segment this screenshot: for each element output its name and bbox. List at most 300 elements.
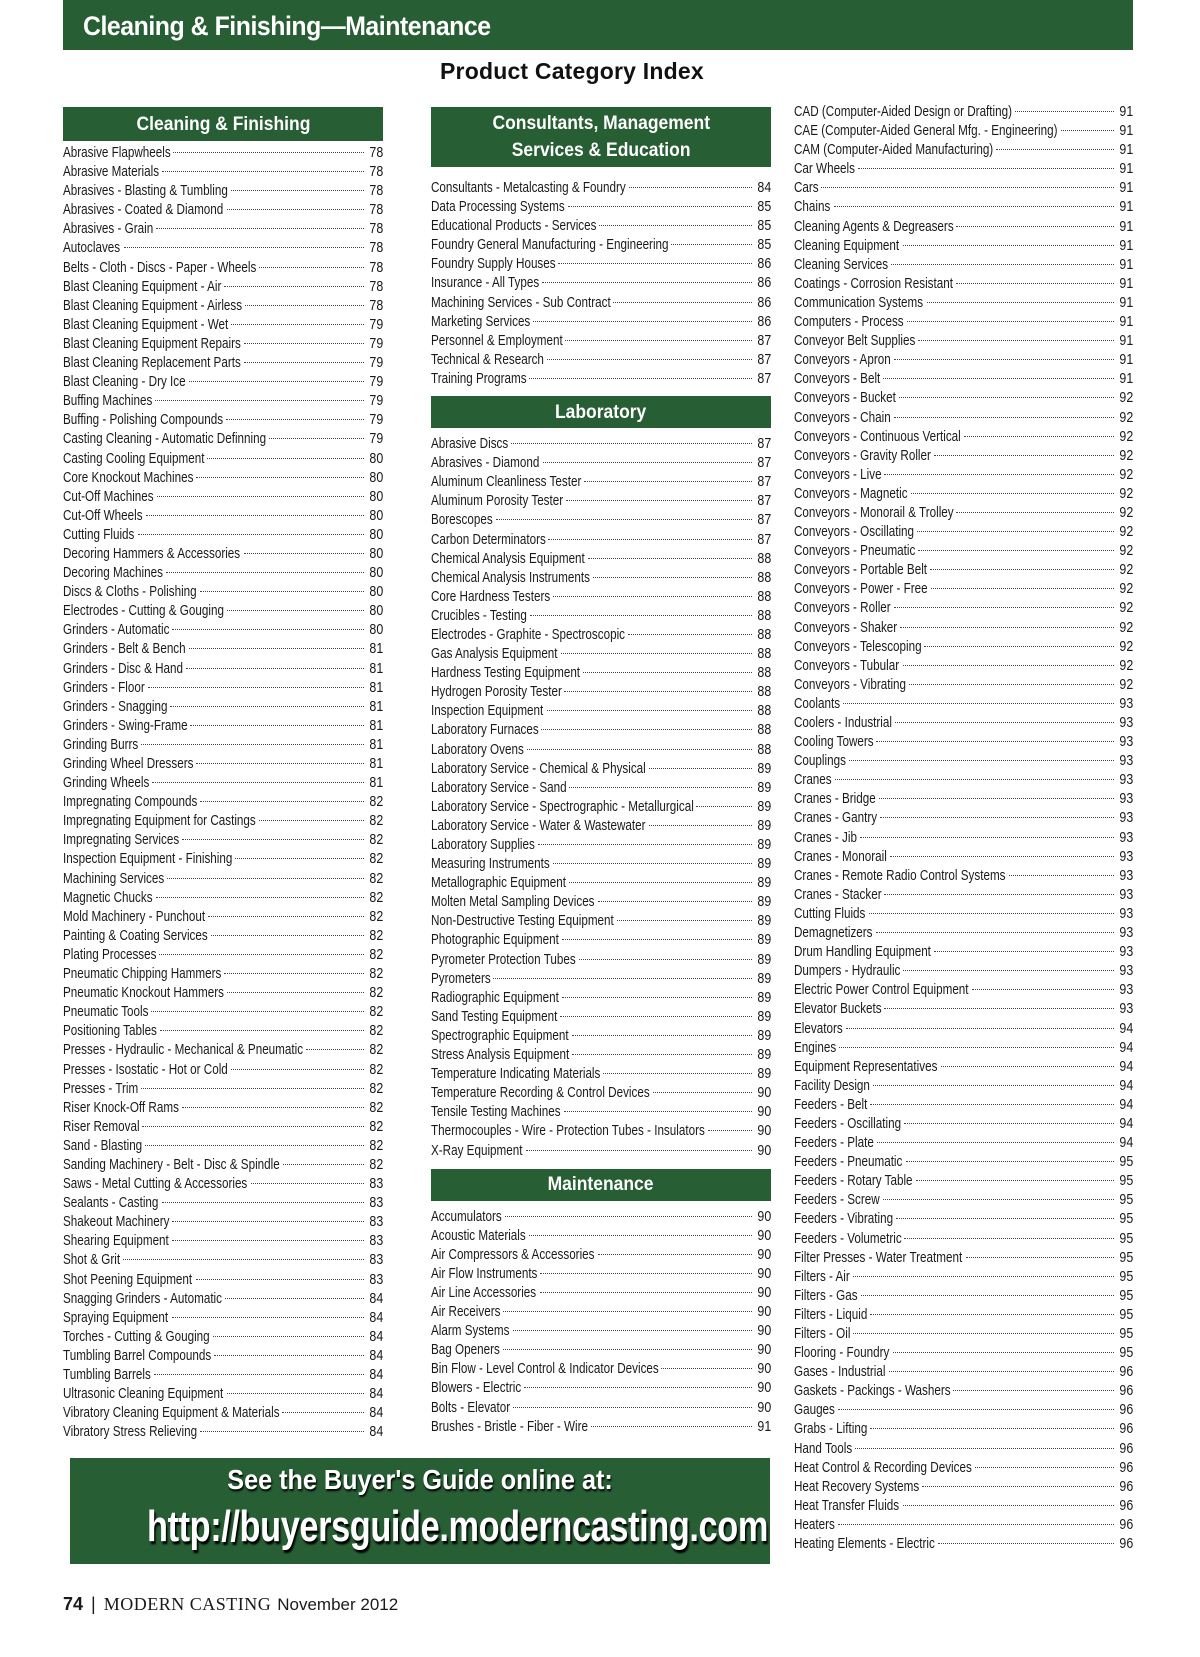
category-name: Heating Elements - Electric: [794, 1536, 935, 1553]
page-ref: 85: [757, 237, 771, 254]
dot-leader: [861, 1295, 1114, 1296]
dot-leader: [941, 1066, 1114, 1067]
dot-leader: [170, 706, 364, 707]
category-name: Filters - Oil: [794, 1326, 851, 1342]
page-ref: 78: [369, 145, 383, 161]
category-name: Stress Analysis Equipment: [431, 1047, 570, 1064]
dot-leader: [547, 359, 752, 360]
dot-leader: [513, 1330, 752, 1331]
dot-leader: [282, 1412, 364, 1413]
category-name: Pyrometer Protection Tubes: [431, 951, 576, 968]
page-ref: 78: [369, 259, 383, 276]
dot-leader: [533, 321, 751, 322]
dot-leader: [649, 825, 752, 826]
index-entry: [431, 1104, 771, 1123]
index-entry: [431, 780, 771, 799]
dot-leader: [148, 687, 364, 688]
dot-leader: [572, 1054, 752, 1055]
category-name: Heaters: [794, 1516, 835, 1533]
page-ref: 84: [369, 1405, 383, 1422]
dot-leader: [540, 1292, 752, 1293]
index-entry: [794, 963, 1133, 982]
page-ref: 94: [1119, 1020, 1133, 1037]
page-ref: 89: [757, 913, 771, 930]
category-name: Decoring Hammers & Accessories: [63, 545, 241, 562]
column-middle: [431, 107, 771, 1438]
index-entry: [431, 371, 771, 390]
category-name: Core Knockout Machines: [63, 469, 194, 486]
category-name: Abrasive Flapwheels: [63, 145, 171, 161]
index-entry: [63, 317, 383, 336]
buyers-guide-link[interactable]: http://buyersguide.moderncasting.com: [147, 1502, 768, 1551]
category-name: Inspection Equipment - Finishing: [63, 851, 233, 868]
category-name: Abrasives - Grain: [63, 221, 154, 238]
magazine-name: MODERN CASTING: [103, 1594, 272, 1614]
dot-leader: [568, 206, 752, 207]
dot-leader: [162, 1202, 364, 1203]
index-entry: [63, 374, 383, 393]
page-ref: 92: [1119, 428, 1133, 445]
category-name: Blast Cleaning Equipment - Air: [63, 278, 222, 295]
category-name: Conveyors - Apron: [794, 352, 891, 369]
index-entry: [63, 794, 383, 813]
category-name: Sand Testing Equipment: [431, 1008, 558, 1025]
index-entry: [794, 620, 1133, 639]
category-name: Feeders - Oscillating: [794, 1115, 902, 1132]
dot-leader: [890, 856, 1114, 857]
dot-leader: [560, 1016, 751, 1017]
page-ref: 80: [369, 565, 383, 582]
page-ref: 91: [1119, 123, 1133, 140]
dot-leader: [529, 378, 752, 379]
dot-leader: [145, 1145, 364, 1146]
index-entry: [431, 455, 771, 474]
page-ref: 89: [757, 1047, 771, 1064]
index-entry: [63, 1424, 383, 1443]
index-entry: [431, 256, 771, 275]
dot-leader: [593, 577, 752, 578]
category-name: Conveyors - Chain: [794, 409, 891, 426]
page-ref: 88: [757, 665, 771, 682]
index-entry: [794, 104, 1133, 123]
dot-leader: [843, 703, 1114, 704]
page-ref: 90: [757, 1208, 771, 1225]
category-name: Abrasives - Blasting & Tumbling: [63, 183, 228, 200]
page-ref: 89: [757, 989, 771, 1006]
dot-leader: [972, 989, 1114, 990]
index-entry: [794, 257, 1133, 276]
page-ref: 85: [757, 218, 771, 235]
page-ref: 91: [1119, 352, 1133, 369]
index-entry: [794, 1536, 1133, 1555]
category-name: Hydrogen Porosity Tester: [431, 684, 562, 701]
page-ref: 89: [757, 951, 771, 968]
page-ref: 92: [1119, 619, 1133, 636]
dot-leader: [530, 615, 752, 616]
index-entry: [794, 772, 1133, 791]
dot-leader: [671, 244, 751, 245]
category-name: Cranes - Bridge: [794, 791, 876, 808]
dot-leader: [884, 1008, 1114, 1009]
index-entry: [794, 448, 1133, 467]
category-name: Car Wheels: [794, 161, 855, 178]
dot-leader: [156, 897, 364, 898]
dot-leader: [172, 1221, 363, 1222]
page-ref: 84: [369, 1309, 383, 1326]
category-name: Blast Cleaning - Dry Ice: [63, 374, 186, 391]
index-entry: [63, 985, 383, 1004]
index-entry: [63, 699, 383, 718]
category-name: X-Ray Equipment: [431, 1142, 523, 1159]
category-name: Cutting Fluids: [794, 905, 866, 922]
dot-leader: [186, 668, 364, 669]
page-ref: 87: [757, 332, 771, 349]
dot-leader: [166, 572, 364, 573]
index-entry: [63, 1062, 383, 1081]
page-ref: 96: [1119, 1516, 1133, 1533]
page-ref: 93: [1119, 695, 1133, 712]
page-ref: 81: [369, 660, 383, 677]
category-name: Core Hardness Testers: [431, 588, 551, 605]
index-entry: [794, 982, 1133, 1001]
page-ref: 96: [1119, 1440, 1133, 1457]
index-entry: [63, 832, 383, 851]
category-name: Plating Processes: [63, 946, 157, 963]
dot-leader: [891, 264, 1114, 265]
category-name: Shot & Grit: [63, 1252, 121, 1269]
category-name: Blast Cleaning Replacement Parts: [63, 355, 241, 372]
page-ref: 91: [1119, 180, 1133, 197]
category-name: Brushes - Bristle - Fiber - Wire: [431, 1418, 588, 1435]
category-name: Grinding Burrs: [63, 736, 139, 753]
category-name: Vibratory Cleaning Equipment & Materials: [63, 1405, 280, 1422]
dot-leader: [138, 534, 364, 535]
category-name: Conveyors - Tubular: [794, 657, 900, 674]
category-name: Riser Removal: [63, 1118, 140, 1135]
dot-leader: [849, 760, 1114, 761]
section-header-laboratory: [431, 396, 771, 428]
dot-leader: [617, 920, 751, 921]
dot-leader: [142, 1126, 364, 1127]
dot-leader: [231, 1069, 364, 1070]
category-name: Shearing Equipment: [63, 1233, 169, 1250]
dot-leader: [167, 878, 364, 879]
column-right: [794, 104, 1133, 1555]
category-name: Sealants - Casting: [63, 1195, 159, 1212]
index-entry: [431, 1266, 771, 1285]
category-name: Grinding Wheel Dressers: [63, 756, 194, 772]
category-name: Laboratory Supplies: [431, 837, 535, 853]
index-entry: [794, 562, 1133, 581]
category-name: Cleaning Agents & Degreasers: [794, 218, 954, 235]
index-entry: [794, 505, 1133, 524]
category-name: Couplings: [794, 753, 846, 770]
category-name: Radiographic Equipment: [431, 989, 559, 1006]
page-ref: 90: [757, 1085, 771, 1102]
page-ref: 79: [369, 412, 383, 429]
index-entry: [794, 906, 1133, 925]
index-entry: [794, 1269, 1133, 1288]
dot-leader: [870, 1104, 1114, 1105]
category-name: Educational Products - Services: [431, 218, 597, 235]
dot-leader: [903, 245, 1114, 246]
page-ref: 78: [369, 297, 383, 314]
category-name: Blowers - Electric: [431, 1380, 522, 1397]
dot-leader: [162, 171, 364, 172]
page-ref: 93: [1119, 715, 1133, 731]
category-name: Laboratory Furnaces: [431, 722, 539, 739]
page-ref: 93: [1119, 810, 1133, 827]
index-entry: [794, 1135, 1133, 1154]
dot-leader: [225, 1298, 364, 1299]
dot-leader: [538, 844, 752, 845]
category-name: Cranes - Stacker: [794, 886, 882, 903]
page-ref: 93: [1119, 791, 1133, 808]
category-name: Impregnating Compounds: [63, 794, 198, 811]
category-name: Saws - Metal Cutting & Accessories: [63, 1176, 248, 1193]
category-name: Positioning Tables: [63, 1023, 157, 1040]
index-entry: [63, 164, 383, 183]
dot-leader: [579, 959, 752, 960]
category-name: Borescopes: [431, 512, 493, 529]
category-name: Coolants: [794, 695, 841, 712]
index-entry: [431, 512, 771, 531]
page-ref: 96: [1119, 1421, 1133, 1438]
dot-leader: [934, 455, 1114, 456]
index-entry: [794, 868, 1133, 887]
category-name: Abrasive Discs: [431, 436, 509, 453]
dot-leader: [924, 646, 1114, 647]
index-entry: [431, 952, 771, 971]
dot-leader: [527, 749, 752, 750]
category-name: Decoring Machines: [63, 565, 163, 582]
category-name: Discs & Cloths - Polishing: [63, 584, 197, 601]
category-name: Conveyors - Gravity Roller: [794, 447, 931, 464]
page-ref: 95: [1119, 1306, 1133, 1323]
page-ref: 93: [1119, 944, 1133, 961]
buyers-guide-banner[interactable]: [70, 1458, 770, 1564]
index-entry: [63, 1367, 383, 1386]
index-entry: [794, 1097, 1133, 1116]
category-name: Metallographic Equipment: [431, 875, 566, 892]
category-name: CAD (Computer-Aided Design or Drafting): [794, 104, 1013, 120]
dot-leader: [880, 817, 1114, 818]
category-name: Cut-Off Machines: [63, 488, 154, 505]
page-ref: 88: [757, 550, 771, 567]
index-entry: [794, 180, 1133, 199]
index-entry: [794, 830, 1133, 849]
category-name: Grabs - Lifting: [794, 1421, 868, 1438]
category-name: Pyrometers: [431, 970, 491, 987]
page-ref: 92: [1119, 543, 1133, 560]
page-ref: 92: [1119, 524, 1133, 541]
category-name: Conveyor Belt Supplies: [794, 333, 916, 350]
category-name: Presses - Isostatic - Hot or Cold: [63, 1061, 228, 1078]
dot-leader: [503, 1349, 752, 1350]
page-ref: 87: [757, 436, 771, 453]
page-title: Cleaning & Finishing—Maintenance: [83, 11, 491, 41]
header-bar: [63, 0, 1133, 50]
category-name: Cranes: [794, 772, 832, 789]
dot-leader: [269, 438, 364, 439]
page-ref: 91: [1119, 161, 1133, 178]
index-entry: [794, 1383, 1133, 1402]
index-entry: [63, 1214, 383, 1233]
page-ref: 95: [1119, 1211, 1133, 1228]
dot-leader: [235, 858, 364, 859]
index-entry: [794, 1307, 1133, 1326]
index-entry: [431, 856, 771, 875]
category-name: Riser Knock-Off Rams: [63, 1099, 179, 1116]
category-name: Gas Analysis Equipment: [431, 646, 558, 663]
category-name: Accumulators: [431, 1208, 502, 1225]
dot-leader: [561, 653, 752, 654]
dot-leader: [598, 901, 752, 902]
dot-leader: [172, 1317, 364, 1318]
category-name: Grinders - Belt & Bench: [63, 641, 186, 658]
dot-leader: [562, 939, 752, 940]
dot-leader: [588, 558, 752, 559]
category-name: Conveyors - Belt: [794, 371, 881, 388]
index-entry: [431, 436, 771, 455]
page-ref: 93: [1119, 1001, 1133, 1018]
index-entry: [794, 1154, 1133, 1173]
issue-date: November 2012: [277, 1595, 399, 1614]
dot-leader: [591, 1426, 752, 1427]
dot-leader: [562, 997, 752, 998]
index-entry: [431, 971, 771, 990]
index-entry: [794, 429, 1133, 448]
page-ref: 96: [1119, 1536, 1133, 1553]
dot-leader: [708, 1130, 752, 1131]
category-name: Gases - Industrial: [794, 1364, 886, 1381]
page-ref: 80: [369, 603, 383, 620]
dot-leader: [903, 970, 1113, 971]
index-entry: [794, 390, 1133, 409]
dot-leader: [503, 1311, 752, 1312]
dot-leader: [547, 710, 752, 711]
dot-leader: [542, 282, 751, 283]
category-name: Crucibles - Testing: [431, 607, 527, 624]
category-name: Electric Power Control Equipment: [794, 982, 969, 999]
page-ref: 95: [1119, 1173, 1133, 1190]
index-entry: [794, 658, 1133, 677]
dot-leader: [231, 324, 364, 325]
page-ref: 90: [757, 1246, 771, 1263]
dot-leader: [894, 359, 1114, 360]
index-entry: [63, 260, 383, 279]
index-entry: [431, 837, 771, 856]
dot-leader: [996, 149, 1114, 150]
section-title-line2: Services & Education: [511, 140, 691, 161]
category-name: Equipment Representatives: [794, 1058, 938, 1075]
dot-leader: [894, 607, 1114, 608]
index-entry: [794, 600, 1133, 619]
dot-leader: [903, 1505, 1114, 1506]
page-ref: 90: [757, 1323, 771, 1340]
page-ref: 79: [369, 335, 383, 352]
page-ref: 87: [757, 531, 771, 548]
category-name: Conveyors - Magnetic: [794, 485, 908, 502]
dot-leader: [917, 531, 1114, 532]
page-ref: 83: [369, 1195, 383, 1212]
page-ref: 82: [369, 870, 383, 887]
index-entry: [431, 237, 771, 256]
dot-leader: [855, 1448, 1114, 1449]
category-name: Marketing Services: [431, 313, 531, 330]
index-entry: [794, 142, 1133, 161]
page-ref: 83: [369, 1271, 383, 1288]
dot-leader: [152, 782, 364, 783]
index-entry: [431, 1123, 771, 1142]
dot-leader: [906, 1161, 1114, 1162]
category-name: Demagnetizers: [794, 925, 873, 942]
category-name: Drum Handling Equipment: [794, 944, 931, 961]
index-entry: [63, 1081, 383, 1100]
category-name: Blast Cleaning Equipment - Wet: [63, 316, 229, 333]
dot-leader: [283, 1164, 364, 1165]
page-ref: 82: [369, 1004, 383, 1021]
index-entry: [63, 145, 383, 164]
dot-leader: [231, 190, 364, 191]
page-ref: 93: [1119, 867, 1133, 884]
dot-leader: [598, 1254, 752, 1255]
dot-leader: [653, 1092, 752, 1093]
index-entry: [794, 1364, 1133, 1383]
dot-leader: [207, 458, 363, 459]
page-ref: 82: [369, 1080, 383, 1097]
category-name: Gauges: [794, 1402, 835, 1419]
index-entry: [794, 734, 1133, 753]
page-ref: 88: [757, 703, 771, 720]
page-ref: 96: [1119, 1497, 1133, 1514]
index-entry: [63, 221, 383, 240]
dot-leader: [956, 512, 1114, 513]
page-ref: 79: [369, 393, 383, 410]
index-entry: [794, 1345, 1133, 1364]
page-ref: 90: [757, 1265, 771, 1282]
page-ref: 89: [757, 1066, 771, 1083]
index-entry: [63, 393, 383, 412]
page-ref: 82: [369, 927, 383, 944]
index-entry: [794, 1001, 1133, 1020]
page-ref: 81: [369, 679, 383, 696]
dot-leader: [227, 992, 364, 993]
index-entry: [794, 715, 1133, 734]
category-name: Abrasive Materials: [63, 164, 160, 181]
page-ref: 87: [757, 455, 771, 472]
category-name: Grinders - Swing-Frame: [63, 717, 188, 734]
dot-leader: [245, 305, 364, 306]
page-ref: 88: [757, 722, 771, 739]
category-name: Abrasives - Diamond: [431, 455, 540, 472]
page-ref: 93: [1119, 772, 1133, 789]
page-ref: 82: [369, 851, 383, 868]
page-ref: 81: [369, 756, 383, 772]
index-entry: [63, 890, 383, 909]
dot-leader: [930, 569, 1113, 570]
dot-leader: [154, 1374, 364, 1375]
category-name: Sand - Blasting: [63, 1137, 143, 1154]
index-entry: [63, 1329, 383, 1348]
index-entry: [794, 238, 1133, 257]
category-name: Inspection Equipment: [431, 703, 544, 720]
category-name: Impregnating Services: [63, 832, 180, 849]
dot-leader: [565, 340, 751, 341]
index-entry: [431, 1047, 771, 1066]
page-ref: 92: [1119, 638, 1133, 655]
index-entry: [63, 355, 383, 374]
